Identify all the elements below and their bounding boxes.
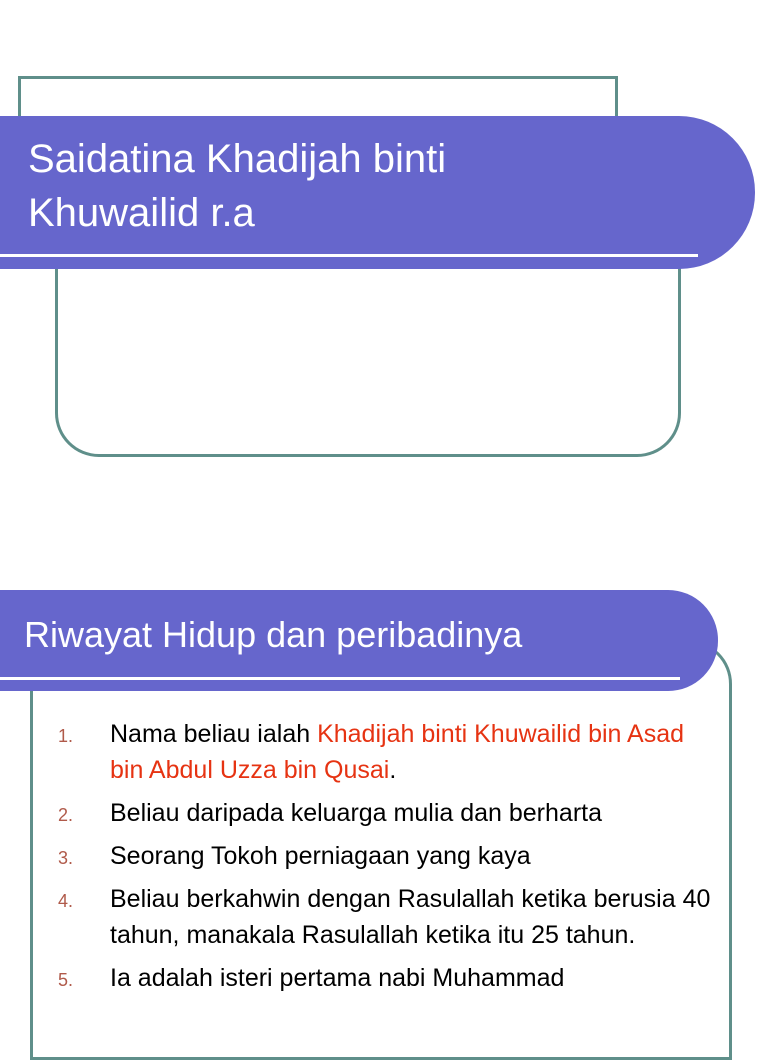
slide1-title-line2: Khuwailid r.a	[28, 191, 255, 235]
list-item	[58, 795, 718, 831]
slide1-title	[28, 132, 588, 240]
slide1-content-box	[55, 240, 681, 457]
list-item-number: 5.	[58, 970, 74, 990]
list-item-number: 4.	[58, 891, 74, 911]
slide2-title: Riwayat Hidup dan peribadinya	[24, 614, 523, 655]
list-item-text: Beliau berkahwin dengan Rasulallah ketika berusia 40 tahun, manakala Rasulallah ketika itu 25 tahun.	[110, 885, 711, 949]
list-item-text: Nama beliau ialah	[110, 720, 318, 748]
list-item-text: Seorang Tokoh perniagaan yang kaya	[110, 842, 531, 870]
list-item	[58, 838, 718, 874]
list-item-text-end: .	[389, 756, 397, 784]
slide1-title-line1: Saidatina Khadijah binti	[28, 137, 447, 181]
slide1-title-underline	[0, 254, 698, 257]
biography-list	[58, 716, 718, 1003]
list-item-number: 3.	[58, 848, 74, 868]
list-item-highlight: Khadijah binti Khuwailid bin Asad bin Abdul Uzza bin Qusai	[110, 720, 684, 784]
list-item	[58, 881, 718, 953]
list-item-number: 2.	[58, 805, 74, 825]
slide2-title-underline	[0, 677, 680, 680]
list-item-text: Ia adalah isteri pertama nabi Muhammad	[110, 964, 565, 992]
list-item	[58, 716, 718, 788]
list-item-text: Beliau daripada keluarga mulia dan berharta	[110, 799, 602, 827]
list-item-number: 1.	[58, 726, 74, 746]
list-item	[58, 960, 718, 996]
